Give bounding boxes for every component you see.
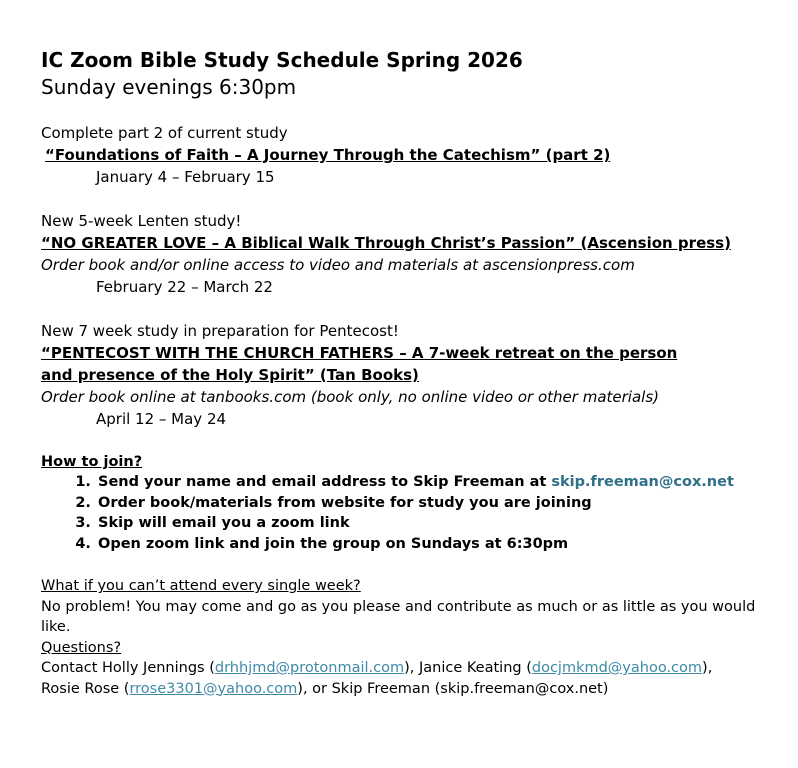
janice-email-link[interactable]: docjmkmd@yahoo.com	[531, 660, 703, 676]
spacer	[41, 298, 781, 320]
study-2-intro: New 5-week Lenten study!	[41, 212, 242, 230]
study-2-dates: February 22 – March 22	[96, 278, 273, 296]
study-3-intro: New 7 week study in preparation for Pentecost!	[41, 322, 399, 340]
how-to-join-heading: How to join?	[41, 454, 143, 470]
contact-line-1	[41, 658, 781, 679]
study-1-title: “Foundations of Faith – A Journey Through the Catechism” (part 2)	[45, 146, 611, 164]
spacer	[41, 554, 781, 576]
contact-text: Rosie Rose (	[41, 680, 130, 697]
contact-text: ),	[702, 660, 713, 676]
spacer	[41, 188, 781, 210]
contact-text: Contact Holly Jennings (	[41, 660, 215, 676]
holly-email-link[interactable]: drhhjmd@protonmail.com	[214, 660, 405, 676]
study-section-3	[41, 320, 781, 430]
study-3-order-note: Order book online at tanbooks.com (book only, no online video or other materials)	[41, 388, 659, 406]
study-2-title: “NO GREATER LOVE – A Biblical Walk Through Christ’s Passion”	[41, 234, 576, 252]
spacer	[41, 430, 781, 452]
study-2-title-line	[41, 232, 781, 254]
page-subtitle: Sunday evenings 6:30pm	[41, 75, 297, 99]
join-step-1	[96, 472, 781, 493]
attendance-question: What if you can’t attend every single week?	[41, 578, 361, 594]
contact-line-2	[41, 679, 781, 700]
study-3-dates: April 12 – May 24	[96, 410, 227, 428]
study-2-publisher: (Ascension press)	[575, 234, 731, 252]
join-step-3: 3. Skip will email you a zoom link	[96, 513, 781, 534]
attendance-answer: No problem! You may come and go as you please and contribute as much or as little as you would like.	[41, 598, 756, 635]
study-1-intro: Complete part 2 of current study	[41, 124, 288, 142]
contact-text: ), Janice Keating (	[404, 660, 532, 676]
questions-heading: Questions?	[41, 639, 122, 656]
document-page	[41, 46, 781, 699]
study-3-title: “PENTECOST WITH THE CHURCH FATHERS – A 7-week retreat on the person and presence of the Holy Spirit” (Tan Books)	[41, 344, 678, 384]
how-to-join-section	[41, 452, 781, 554]
skip-email-link[interactable]: skip.freeman@cox.net	[551, 474, 734, 490]
rosie-email-link[interactable]: rrose3301@yahoo.com	[129, 680, 298, 697]
join-steps-list	[41, 472, 781, 554]
spacer	[41, 100, 781, 122]
faq-section	[41, 576, 781, 699]
join-step-2: 2. Order book/materials from website for study you are joining	[96, 493, 781, 514]
page-title: IC Zoom Bible Study Schedule Spring 2026	[41, 48, 523, 72]
study-section-2	[41, 210, 781, 298]
study-1-dates: January 4 – February 15	[96, 168, 275, 186]
join-step-4: 4. Open zoom link and join the group on Sundays at 6:30pm	[96, 534, 781, 555]
contact-text: ), or Skip Freeman (skip.freeman@cox.net)	[297, 680, 609, 697]
join-step-1-text: Send your name and email address to Skip Freeman at	[98, 474, 552, 490]
study-2-order-note: Order book and/or online access to video and materials at ascensionpress.com	[41, 256, 635, 274]
study-section-1	[41, 122, 781, 188]
